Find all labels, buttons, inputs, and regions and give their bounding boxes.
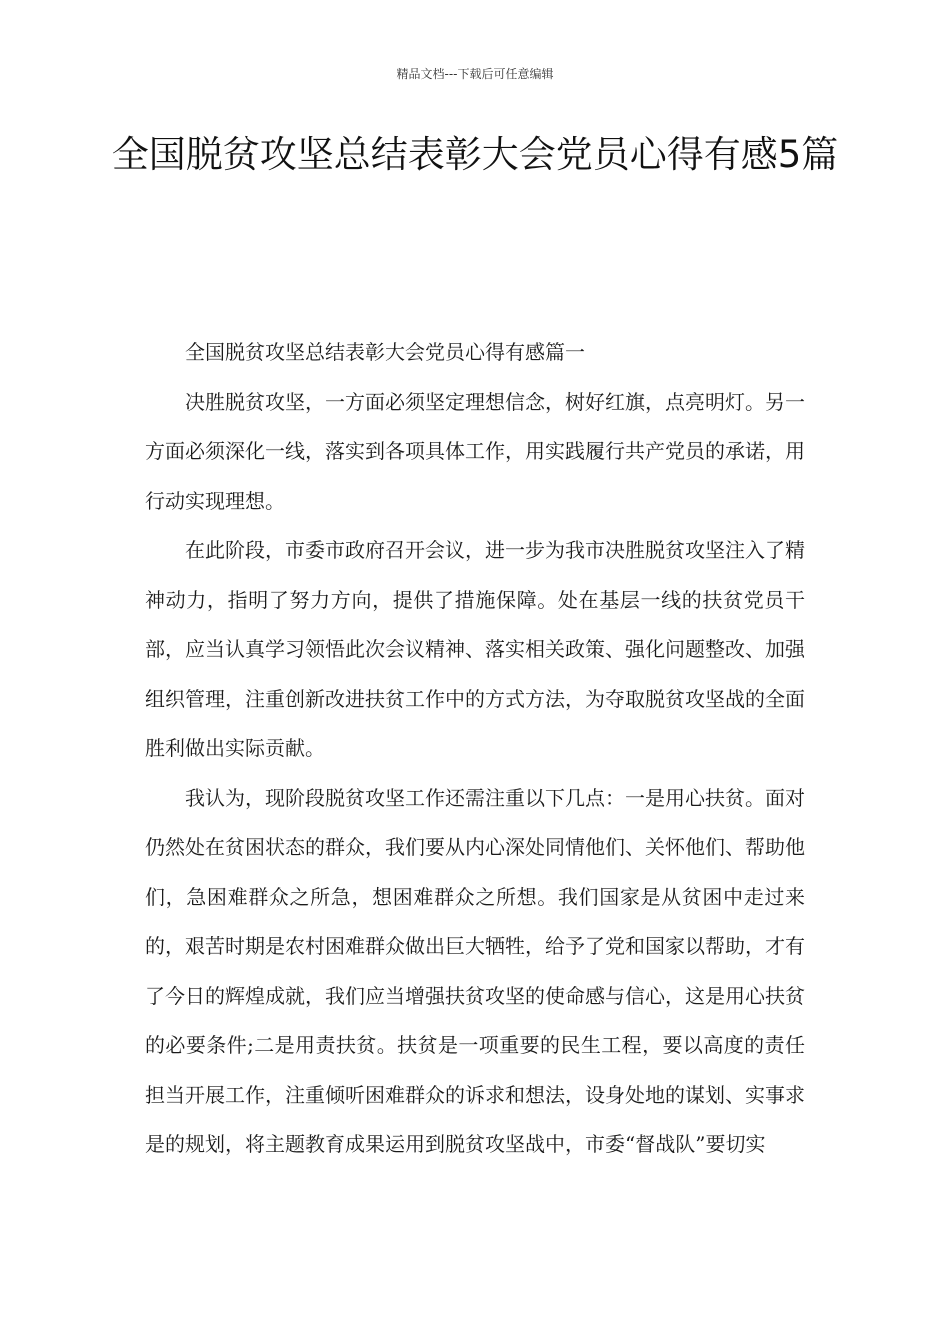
paragraph-3: 我认为，现阶段脱贫攻坚工作还需注重以下几点：一是用心扶贫。面对仍然处在贫困状态的群众，我们要从内心深处同情他们、关怀他们、帮助他们，急困难群众之所急，想困难群众之所想。我们国家是从贫困中走过来的，艰苦时期是农村困难群众做出巨大牺牲，给予了党和国家以帮助，才有了今日的辉煌成就，我们应当增强扶贫攻坚的使命感与信心，这是用心扶贫的必要条件;二是用责扶贫。扶贫是一项重要的民生工程，要以高度的责任担当开展工作，注重倾听困难群众的诉求和想法，设身处地的谋划、实事求是的规划，将主题教育成果运用到脱贫攻坚战中，市委“督战队”要切实	[145, 785, 805, 1156]
document-body	[145, 328, 805, 1170]
document-title: 全国脱贫攻坚总结表彰大会党员心得有感5篇	[111, 133, 839, 176]
section-heading: 全国脱贫攻坚总结表彰大会党员心得有感篇一	[185, 340, 585, 364]
paragraph-2: 在此阶段，市委市政府召开会议，进一步为我市决胜脱贫攻坚注入了精神动力，指明了努力方向，提供了措施保障。处在基层一线的扶贫党员干部，应当认真学习领悟此次会议精神、落实相关政策、强化问题整改、加强组织管理，注重创新改进扶贫工作中的方式方法，为夺取脱贫攻坚战的全面胜利做出实际贡献。	[145, 538, 805, 760]
page-header: 精品文档---下载后可任意编辑	[396, 67, 554, 81]
paragraph-1: 决胜脱贫攻坚，一方面必须坚定理想信念，树好红旗，点亮明灯。另一方面必须深化一线，落实到各项具体工作，用实践履行共产党员的承诺，用行动实现理想。	[145, 389, 805, 513]
